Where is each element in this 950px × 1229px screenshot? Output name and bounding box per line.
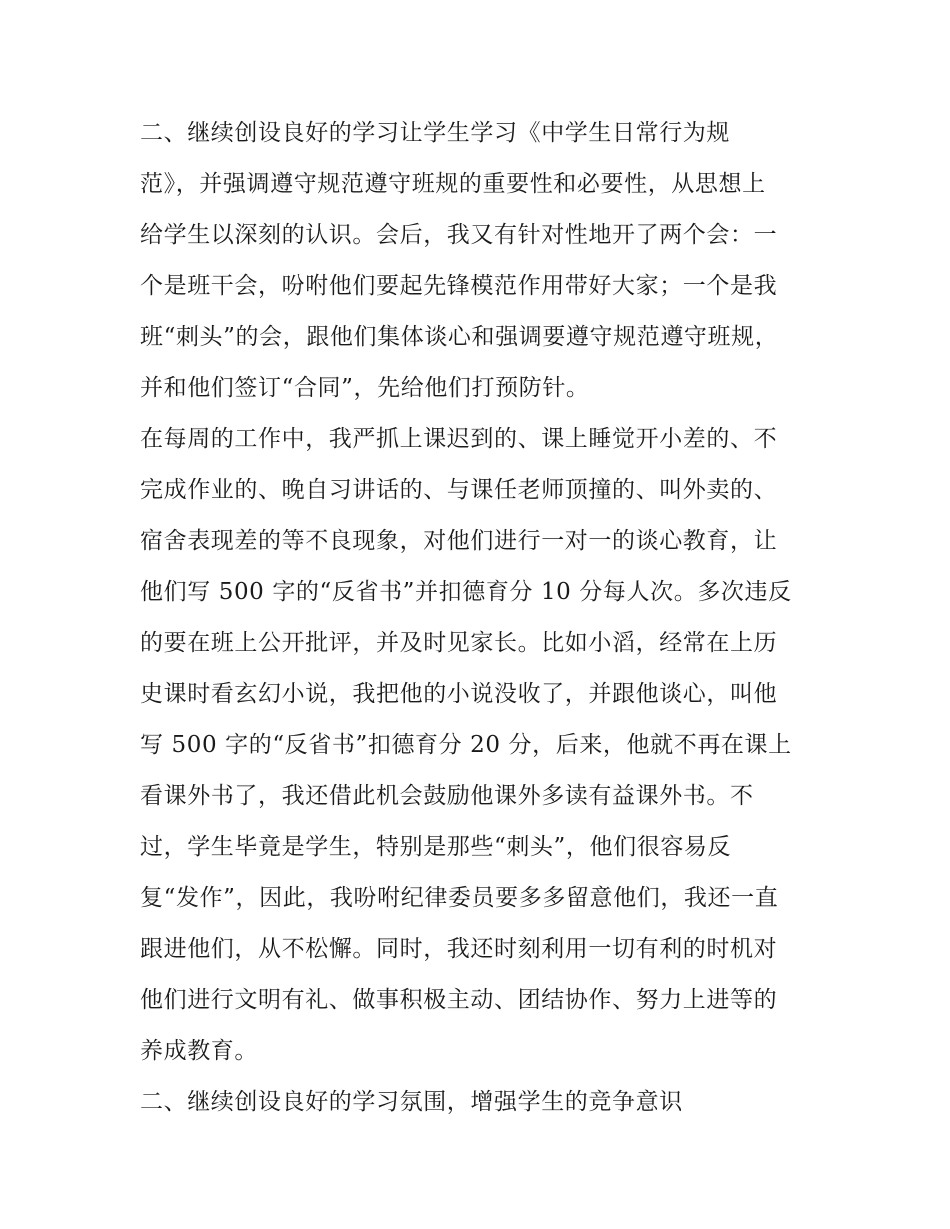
text-line: 他们写 500 字的“反省书”并扣德育分 10 分每人次。多次违反 bbox=[140, 579, 792, 605]
text-line: 二、继续创设良好的学习让学生学习《中学生日常行为规 bbox=[140, 120, 730, 146]
text-line: 过，学生毕竟是学生，特别是那些“刺头”，他们很容易反 bbox=[140, 834, 732, 860]
text-line: 史课时看玄幻小说，我把他的小说没收了，并跟他谈心，叫他 bbox=[140, 681, 778, 707]
text-line: 他们进行文明有礼、做事积极主动、团结协作、努力上进等的 bbox=[140, 987, 778, 1013]
text-line: 班“刺头”的会，跟他们集体谈心和强调要遵守规范遵守班规， bbox=[140, 324, 779, 350]
text-line: 的要在班上公开批评，并及时见家长。比如小滔，经常在上历 bbox=[140, 630, 778, 656]
text-line: 看课外书了，我还借此机会鼓励他课外多读有益课外书。不 bbox=[140, 783, 754, 809]
text-line: 并和他们签订“合同”，先给他们打预防针。 bbox=[140, 375, 590, 401]
section-heading: 二、继续创设良好的学习氛围，增强学生的竞争意识 bbox=[140, 1089, 683, 1115]
text-line: 养成教育。 bbox=[140, 1038, 258, 1064]
text-line: 宿舍表现差的等不良现象，对他们进行一对一的谈心教育，让 bbox=[140, 528, 778, 554]
text-line: 完成作业的、晚自习讲话的、与课任老师顶撞的、叫外卖的、 bbox=[140, 477, 778, 503]
text-line: 跟进他们，从不松懈。同时，我还时刻利用一切有利的时机对 bbox=[140, 936, 778, 962]
text-line: 写 500 字的“反省书”扣德育分 20 分，后来，他就不再在课上 bbox=[140, 732, 792, 758]
text-line: 范》，并强调遵守规范遵守班规的重要性和必要性，从思想上 bbox=[140, 171, 766, 197]
document-body bbox=[140, 108, 820, 1128]
text-line: 在每周的工作中，我严抓上课迟到的、课上睡觉开小差的、不 bbox=[140, 426, 778, 452]
text-line: 个是班干会，吩咐他们要起先锋模范作用带好大家；一个是我 bbox=[140, 273, 778, 299]
text-line: 复“发作”，因此，我吩咐纪律委员要多多留意他们，我还一直 bbox=[140, 885, 779, 911]
text-line: 给学生以深刻的认识。会后，我又有针对性地开了两个会：一 bbox=[140, 222, 778, 248]
